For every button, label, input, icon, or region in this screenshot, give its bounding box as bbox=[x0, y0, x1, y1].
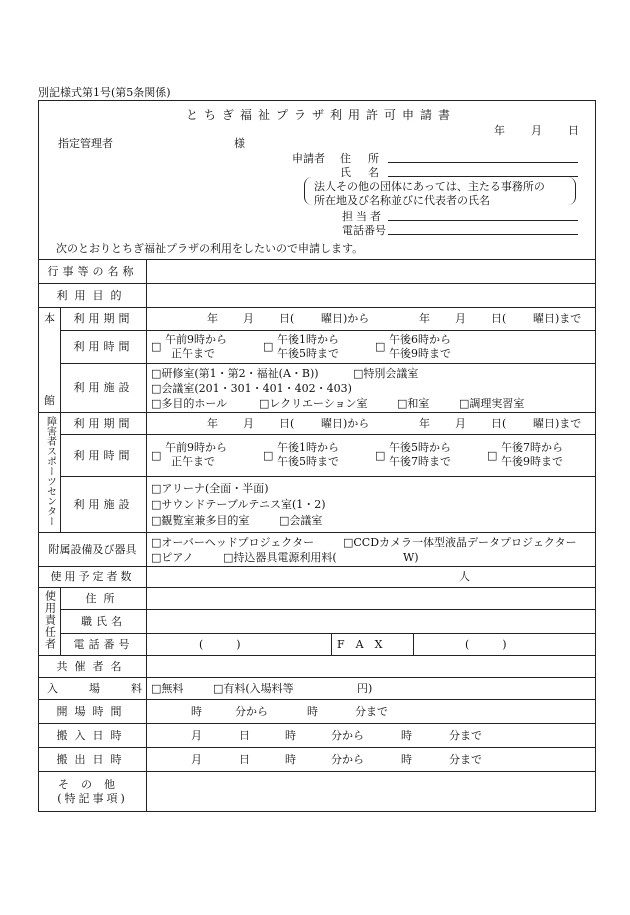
carry-in-label: 搬入日時 bbox=[39, 724, 147, 748]
carry-out-label: 搬出日時 bbox=[39, 748, 147, 772]
responsible-text: 使用責任者 bbox=[43, 589, 57, 650]
carry-in-month: 月 bbox=[191, 729, 202, 742]
carry-out-field[interactable] bbox=[147, 748, 596, 772]
main-period-d1: 日( bbox=[279, 312, 295, 325]
sports-center-text: 障害者スポーツセンター bbox=[44, 415, 56, 526]
facility-cooking-room[interactable]: □調理実習室 bbox=[459, 396, 525, 410]
main-time-1-l2: 正午まで bbox=[171, 346, 215, 360]
date-year: 年 bbox=[494, 124, 505, 137]
person-in-charge-label: 担当者 bbox=[342, 210, 384, 223]
sports-period-y2: 年 bbox=[419, 417, 430, 430]
carry-out-h2: 時 bbox=[401, 753, 412, 766]
co-host-field[interactable] bbox=[147, 656, 596, 678]
sports-period-y1: 年 bbox=[207, 417, 218, 430]
intro-text: 次のとおりとちぎ福祉プラザの利用をしたいので申請します。 bbox=[56, 242, 364, 255]
sports-period-d1: 日( bbox=[279, 417, 295, 430]
application-table bbox=[38, 259, 596, 812]
equipment-power-unit: W) bbox=[403, 551, 419, 564]
facility-japanese-room[interactable]: □和室 bbox=[397, 396, 430, 410]
facility-viewing-room[interactable]: □観覧室兼多目的室 bbox=[151, 514, 250, 527]
equipment-projector[interactable]: □CCDカメラ一体型液晶データプロジェクター bbox=[343, 536, 577, 549]
facility-sound-table-tennis[interactable]: □サウンドテーブルテニス室(1・2) bbox=[151, 498, 326, 511]
facility-special-meeting-room[interactable]: □特別会議室 bbox=[353, 366, 419, 380]
carry-in-m2: 分まで bbox=[449, 729, 482, 742]
other-label bbox=[39, 772, 147, 812]
main-time-label: 利用時間 bbox=[61, 330, 147, 363]
sports-facility-field bbox=[147, 477, 596, 533]
main-hall-char2: 館 bbox=[44, 394, 55, 407]
sports-time-checkbox-3[interactable]: □ bbox=[375, 449, 386, 462]
main-time-3-l1: 午後6時から bbox=[389, 332, 451, 346]
applicant-note-line1: 法人その他の団体にあっては、主たる事務所の bbox=[314, 180, 545, 193]
equipment-ohp[interactable]: □オーバーヘッドプロジェクター bbox=[151, 536, 315, 549]
sports-period-m1: 月 bbox=[243, 417, 254, 430]
phone-fax-divider-1 bbox=[331, 634, 332, 656]
carry-out-day: 日 bbox=[239, 753, 250, 766]
addressee-honorific: 様 bbox=[234, 137, 245, 150]
equipment-field bbox=[147, 533, 596, 567]
row-event-name bbox=[39, 260, 596, 284]
main-time-checkbox-1[interactable]: □ bbox=[151, 339, 162, 353]
equipment-power[interactable]: □持込器具電源利用料( bbox=[223, 551, 337, 564]
main-time-2-l2: 午後5時まで bbox=[277, 346, 339, 360]
main-period-m1: 月 bbox=[243, 312, 254, 325]
opening-time-label: 開場時間 bbox=[39, 700, 147, 724]
equipment-label: 附属設備及び器具 bbox=[39, 533, 147, 567]
main-time-checkbox-3[interactable]: □ bbox=[375, 339, 386, 353]
main-time-3-l2: 午後9時まで bbox=[389, 346, 451, 360]
remarks-text: (特記事項) bbox=[57, 791, 128, 805]
resp-name-field[interactable] bbox=[147, 610, 596, 634]
main-time-checkbox-2[interactable]: □ bbox=[263, 339, 274, 353]
carry-in-field[interactable] bbox=[147, 724, 596, 748]
main-period-field[interactable] bbox=[147, 308, 596, 331]
users-unit: 人 bbox=[459, 570, 470, 583]
main-period-dow1: 曜日)から bbox=[321, 312, 370, 325]
sports-facility-label: 利用施設 bbox=[61, 477, 147, 533]
sports-time-label: 利用時間 bbox=[61, 435, 147, 477]
sports-period-d2: 日( bbox=[491, 417, 507, 430]
facility-recreation-room[interactable]: □レクリエーション室 bbox=[259, 396, 368, 410]
opening-m1: 分から bbox=[235, 705, 268, 718]
main-period-y2: 年 bbox=[419, 312, 430, 325]
carry-in-day: 日 bbox=[239, 729, 250, 742]
responsible-label bbox=[39, 588, 61, 656]
sports-time-3-l1: 午後5時から bbox=[389, 441, 451, 454]
carry-out-month: 月 bbox=[191, 753, 202, 766]
carry-in-h2: 時 bbox=[401, 729, 412, 742]
carry-out-h1: 時 bbox=[285, 753, 296, 766]
admission-label: 入 場 料 bbox=[39, 678, 147, 700]
main-time-field bbox=[147, 330, 596, 363]
person-in-charge-line[interactable] bbox=[388, 220, 578, 221]
sports-time-4-l2: 午後9時まで bbox=[501, 455, 563, 468]
date-month: 月 bbox=[531, 124, 542, 137]
sports-period-label: 利用期間 bbox=[61, 413, 147, 435]
phone-line[interactable] bbox=[388, 234, 578, 235]
opening-h1: 時 bbox=[191, 705, 202, 718]
sports-period-dow1: 曜日)から bbox=[321, 417, 370, 430]
admission-yen: 円) bbox=[357, 682, 373, 695]
resp-phone-row bbox=[147, 634, 596, 656]
purpose-label: 利用目的 bbox=[39, 284, 147, 308]
resp-name-label: 職氏名 bbox=[61, 610, 147, 634]
addressee-name: 指定管理者 bbox=[58, 137, 113, 150]
expected-users-field[interactable] bbox=[147, 567, 596, 588]
main-period-label: 利用期間 bbox=[61, 308, 147, 331]
sports-time-field bbox=[147, 435, 596, 477]
sports-time-3-l2: 午後7時まで bbox=[389, 455, 451, 468]
resp-phone-field[interactable]: ( ) bbox=[199, 638, 241, 651]
main-period-m2: 月 bbox=[455, 312, 466, 325]
main-hall-char1: 本 bbox=[44, 312, 55, 325]
sports-time-1-l2: 正午まで bbox=[171, 455, 215, 468]
applicant-address-label: 住 所 bbox=[340, 152, 382, 165]
applicant-name-label: 氏 名 bbox=[340, 166, 382, 179]
sports-period-m2: 月 bbox=[455, 417, 466, 430]
co-host-label: 共催者名 bbox=[39, 656, 147, 678]
other-text: その他 bbox=[58, 777, 127, 791]
fax-label: F A X bbox=[337, 638, 383, 651]
applicant-note-line2: 所在地及び名称並びに代表者の氏名 bbox=[314, 194, 490, 207]
equipment-piano[interactable]: □ピアノ bbox=[151, 551, 194, 564]
form-title: とちぎ福祉プラザ利用許可申請書 bbox=[186, 108, 457, 122]
main-facility-field bbox=[147, 363, 596, 412]
opening-h2: 時 bbox=[307, 705, 318, 718]
sports-period-field[interactable] bbox=[147, 413, 596, 435]
carry-out-m2: 分まで bbox=[449, 753, 482, 766]
sports-period-dow2: 曜日)まで bbox=[533, 417, 582, 430]
main-time-2-l1: 午後1時から bbox=[277, 332, 339, 346]
facility-meeting-room[interactable]: □会議室(201・301・401・402・403) bbox=[151, 381, 352, 395]
sports-time-2-l2: 午後5時まで bbox=[277, 455, 339, 468]
expected-users-label: 使用予定者数 bbox=[39, 567, 147, 588]
admission-field bbox=[147, 678, 596, 700]
carry-in-m1: 分から bbox=[331, 729, 364, 742]
sports-center-label bbox=[39, 413, 61, 533]
event-name-field[interactable] bbox=[147, 260, 596, 284]
sports-time-2-l1: 午後1時から bbox=[277, 441, 339, 454]
main-hall-label bbox=[39, 308, 61, 413]
purpose-field[interactable] bbox=[147, 284, 596, 308]
main-period-y1: 年 bbox=[207, 312, 218, 325]
admission-free-checkbox[interactable]: □無料 bbox=[151, 682, 184, 695]
phone-label: 電話番号 bbox=[342, 224, 386, 237]
facility-training-room[interactable]: □研修室(第1・第2・福祉(A・B)) bbox=[151, 366, 319, 380]
row-purpose bbox=[39, 284, 596, 308]
event-name-label: 行事等の名称 bbox=[39, 260, 147, 284]
opening-m2: 分まで bbox=[355, 705, 388, 718]
fax-field[interactable]: ( ) bbox=[465, 638, 507, 651]
admission-paid-checkbox[interactable]: □有料(入場料等 bbox=[213, 682, 294, 695]
sports-time-1-l1: 午前9時から bbox=[165, 441, 227, 454]
sports-time-4-l1: 午後7時から bbox=[501, 441, 563, 454]
facility-arena[interactable]: □アリーナ(全面・半面) bbox=[151, 482, 269, 495]
resp-phone-label: 電話番号 bbox=[61, 634, 147, 656]
opening-time-field[interactable] bbox=[147, 700, 596, 724]
main-period-dow2: 曜日)まで bbox=[533, 312, 582, 325]
applicant-address-line[interactable] bbox=[388, 162, 578, 163]
facility-multipurpose-hall[interactable]: □多目的ホール bbox=[151, 396, 228, 410]
main-facility-label: 利用施設 bbox=[61, 363, 147, 412]
main-time-1-l1: 午前9時から bbox=[165, 332, 227, 346]
phone-fax-divider-2 bbox=[413, 634, 414, 656]
sports-time-checkbox-4[interactable]: □ bbox=[487, 449, 498, 462]
sports-time-checkbox-2[interactable]: □ bbox=[263, 449, 274, 462]
form-number: 別記様式第1号(第5条関係) bbox=[38, 86, 171, 99]
carry-in-h1: 時 bbox=[285, 729, 296, 742]
sports-time-checkbox-1[interactable]: □ bbox=[151, 449, 162, 462]
date-day: 日 bbox=[568, 124, 579, 137]
resp-address-label: 住所 bbox=[61, 588, 147, 610]
facility-sports-meeting-room[interactable]: □会議室 bbox=[279, 514, 323, 527]
applicant-label: 申請者 bbox=[292, 152, 325, 165]
carry-out-m1: 分から bbox=[331, 753, 364, 766]
other-field[interactable] bbox=[147, 772, 596, 812]
resp-address-field[interactable] bbox=[147, 588, 596, 610]
main-period-d2: 日( bbox=[491, 312, 507, 325]
